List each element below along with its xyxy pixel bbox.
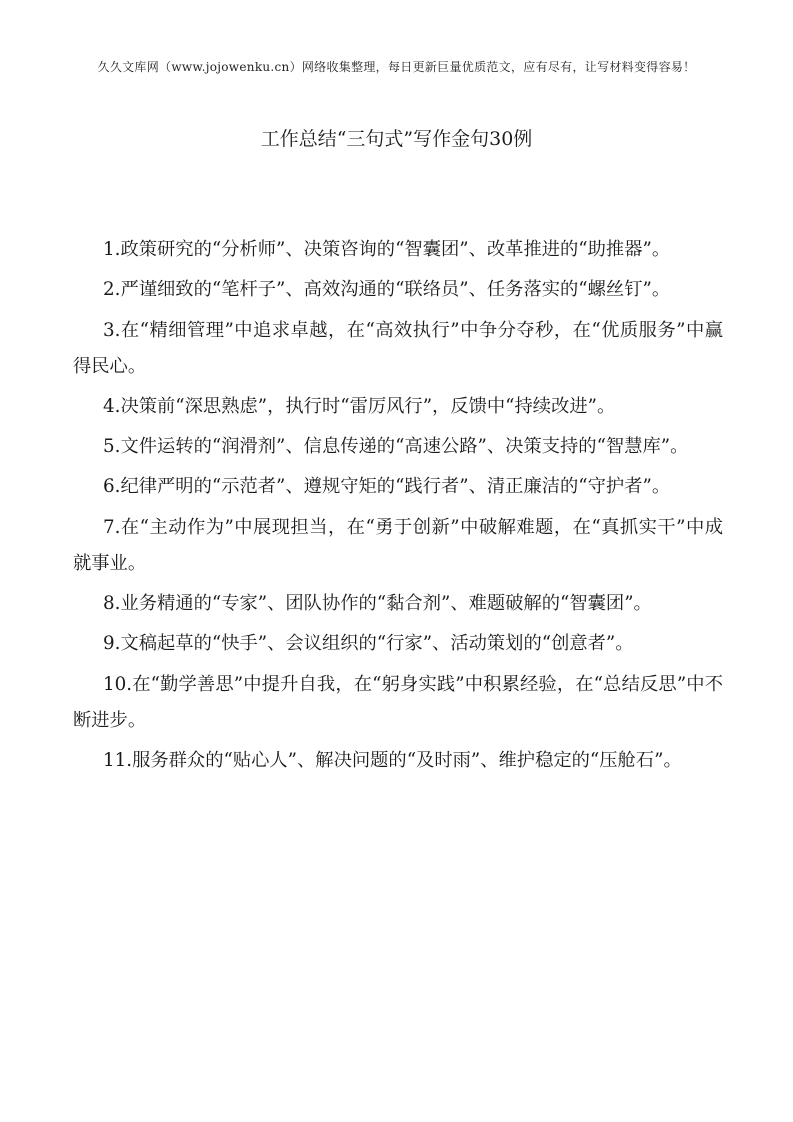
paragraph: 9.文稿起草的“快手”、会议组织的“行家”、活动策划的“创意者”。: [103, 633, 634, 655]
paragraph: 7.在“主动作为”中展现担当，在“勇于创新”中破解难题，在“真抓实干”中成就事业。: [73, 516, 723, 574]
paragraph: 4.决策前“深思熟虑”，执行时“雷厉风行”，反馈中“持续改进”。: [103, 395, 616, 417]
paragraph: 8.业务精通的“专家”、团队协作的“黏合剂”、难题破解的“智囊团”。: [103, 593, 652, 615]
paragraph: 2.严谨细致的“笔杆子”、高效沟通的“联络员”、任务落实的“螺丝钉”。: [103, 279, 671, 301]
paragraph: 1.政策研究的“分析师”、决策咨询的“智囊团”、改革推进的“助推器”。: [103, 239, 671, 260]
document-body: [73, 232, 723, 783]
paragraph: 6.纪律严明的“示范者”、遵规守矩的“践行者”、清正廉洁的“守护者”。: [103, 476, 671, 498]
paragraph: 3.在“精细管理”中追求卓越，在“高效执行”中争分夺秒，在“优质服务”中赢得民心。: [73, 319, 723, 377]
paragraph: 10.在“勤学善思”中提升自我，在“躬身实践”中积累经验，在“总结反思”中不断进步。: [73, 673, 723, 731]
paragraph: 5.文件运转的“润滑剂”、信息传递的“高速公路”、决策支持的“智慧库”。: [103, 436, 689, 458]
document-title: 工作总结“三句式”写作金句30例: [260, 128, 533, 150]
header-note: 久久文库网（www.jojowenku.cn）网络收集整理，每日更新巨量优质范文，应有尽有，让写材料变得容易！: [97, 60, 696, 74]
paragraph: 11.服务群众的“贴心人”、解决问题的“及时雨”、维护稳定的“压舱石”。: [103, 749, 682, 771]
